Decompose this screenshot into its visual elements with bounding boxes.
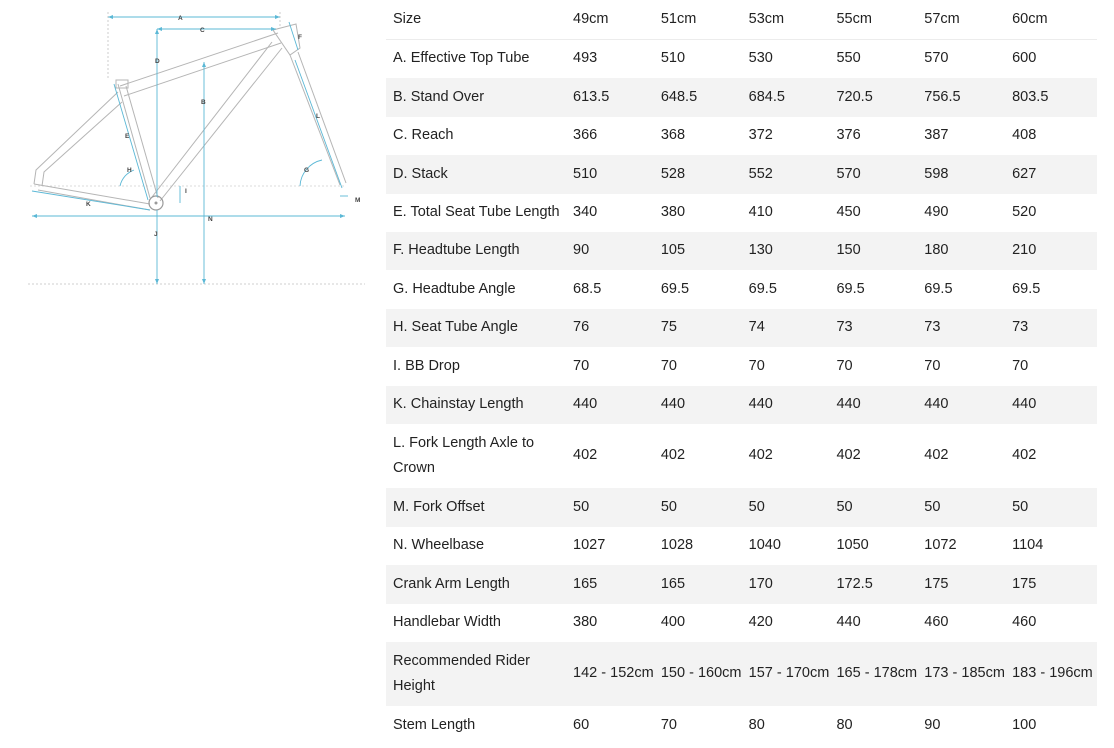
cell-value: 130 [746,232,834,270]
dim-label-f: F [298,34,302,41]
table-row [386,565,1097,603]
dim-label-j: J [154,231,158,238]
cell-value: 440 [1009,386,1097,424]
table-row [386,424,1097,489]
cell-value: 648.5 [658,78,746,116]
cell-value: 175 [1009,565,1097,603]
cell-value: 50 [658,488,746,526]
cell-value: 600 [1012,50,1037,67]
cell-value: 570 [833,155,921,193]
size-header-49: 49cm [570,0,658,40]
cell-value: 720.5 [833,78,921,116]
cell-value: 340 [573,204,598,220]
frame-diagram-svg [0,0,380,300]
cell-value: 100 [1012,716,1037,733]
cell-value: 90 [570,232,658,270]
table-row [386,194,1097,232]
cell-value: 70 [836,357,853,374]
table-row [386,270,1097,308]
size-header-60: 60cm [1009,0,1097,40]
row-label: F. Headtube Length [386,232,570,270]
cell-value: 165 [658,565,746,603]
cell-value: 69.5 [1012,280,1041,297]
cell-value: 175 [921,565,1009,603]
cell-value: 69.5 [836,280,865,297]
row-label: L. Fork Length Axle to Crown [393,434,535,477]
cell-value: 75 [658,309,746,347]
geometry-table [386,0,1097,745]
cell-value: 173 - 185cm [921,642,1009,707]
cell-value: 70 [924,357,941,374]
cell-value: 50 [570,488,658,526]
size-header-55: 55cm [833,0,921,40]
cell-value: 460 [1012,614,1037,631]
cell-value: 420 [748,614,773,631]
cell-value: 73 [833,309,921,347]
cell-value: 105 [658,232,746,270]
cell-value: 76 [570,309,658,347]
table-row [386,488,1097,526]
cell-value: 440 [836,614,861,631]
cell-value: 490 [924,204,949,220]
row-label: Recommended Rider Height [386,642,570,707]
dim-label-l: L [316,113,320,120]
cell-value: 402 [660,447,686,464]
cell-value: 70 [660,357,677,374]
cell-value: 1104 [1012,537,1044,554]
cell-value: 460 [924,614,949,631]
cell-value: 520 [1012,204,1037,220]
cell-value: 368 [660,127,686,144]
dim-label-e: E [125,133,130,140]
dim-label-b: B [201,99,206,106]
table-row [386,386,1097,424]
table-row [386,40,1097,79]
row-label: C. Reach [393,127,454,144]
table-row [386,78,1097,116]
cell-value: 1040 [748,537,781,554]
cell-value: 183 - 196cm [1009,642,1097,707]
cell-value: 210 [1009,232,1097,270]
row-label: B. Stand Over [386,78,570,116]
cell-value: 142 - 152cm [570,642,658,707]
row-label: Crank Arm Length [386,565,570,603]
cell-value: 440 [921,386,1009,424]
cell-value: 50 [1009,488,1097,526]
row-label: A. Effective Top Tube [393,50,530,67]
row-label: N. Wheelbase [393,537,485,554]
cell-value: 402 [573,447,598,464]
cell-value: 70 [660,716,677,733]
dim-label-c: C [200,27,205,34]
cell-value: 1027 [573,537,606,554]
cell-value: 60 [573,716,590,733]
row-label: K. Chainstay Length [386,386,570,424]
cell-value: 380 [660,204,686,220]
cell-value: 80 [748,716,765,733]
cell-value: 90 [924,716,941,733]
cell-value: 74 [746,309,834,347]
cell-value: 68.5 [573,280,602,297]
cell-value: 402 [924,447,949,464]
dim-label-i: I [185,188,187,195]
cell-value: 510 [660,50,686,67]
cell-value: 69.5 [924,280,953,297]
row-label: G. Headtube Angle [393,280,516,297]
size-header-row [386,0,1097,40]
cell-value: 380 [573,614,598,631]
geometry-table-body [386,40,1097,745]
cell-value: 172.5 [833,565,921,603]
cell-value: 440 [746,386,834,424]
size-header-57: 57cm [921,0,1009,40]
cell-value: 400 [660,614,686,631]
row-label: D. Stack [386,155,570,193]
cell-value: 756.5 [921,78,1009,116]
cell-value: 450 [836,204,861,220]
dim-label-n: N [208,216,213,223]
cell-value: 376 [836,127,861,144]
dim-label-a: A [178,15,183,22]
cell-value: 165 [570,565,658,603]
row-label: M. Fork Offset [386,488,570,526]
row-label: I. BB Drop [393,357,460,374]
cell-value: 408 [1012,127,1037,144]
cell-value: 70 [748,357,765,374]
cell-value: 165 - 178cm [833,642,921,707]
dim-label-d: D [155,58,160,65]
cell-value: 50 [833,488,921,526]
row-label: E. Total Seat Tube Length [393,204,560,220]
cell-value: 69.5 [660,280,690,297]
frame-outline [34,24,346,210]
cell-value: 440 [658,386,746,424]
cell-value: 627 [1009,155,1097,193]
cell-value: 598 [921,155,1009,193]
table-row [386,117,1097,155]
cell-value: 1028 [660,537,694,554]
cell-value: 366 [573,127,598,144]
cell-value: 570 [924,50,949,67]
cell-value: 402 [836,447,861,464]
cell-value: 440 [833,386,921,424]
cell-value: 530 [748,50,773,67]
dim-label-m: M [355,197,361,204]
cell-value: 387 [924,127,949,144]
size-header-label: Size [386,0,570,40]
cell-value: 493 [573,50,598,67]
cell-value: 440 [570,386,658,424]
cell-value: 170 [746,565,834,603]
table-row [386,347,1097,385]
cell-value: 1072 [924,537,957,554]
cell-value: 372 [748,127,773,144]
table-row [386,604,1097,642]
table-row [386,309,1097,347]
size-header-53: 53cm [746,0,834,40]
dim-label-k: K [86,201,91,208]
cell-value: 402 [1012,447,1037,464]
cell-value: 73 [921,309,1009,347]
cell-value: 528 [658,155,746,193]
table-row [386,155,1097,193]
cell-value: 80 [836,716,853,733]
bike-geometry-diagram [0,0,380,300]
cell-value: 157 - 170cm [746,642,834,707]
cell-value: 552 [746,155,834,193]
bottom-bracket-center [155,202,158,205]
dim-label-h: H [127,167,132,174]
row-label: Stem Length [393,716,476,733]
cell-value: 402 [748,447,773,464]
table-row [386,232,1097,270]
cell-value: 1050 [836,537,869,554]
cell-value: 150 [833,232,921,270]
cell-value: 510 [570,155,658,193]
cell-value: 410 [748,204,773,220]
cell-value: 150 - 160cm [658,642,746,707]
table-row [386,527,1097,565]
table-row [386,706,1097,744]
cell-value: 613.5 [570,78,658,116]
cell-value: 70 [1012,357,1029,374]
row-label: H. Seat Tube Angle [386,309,570,347]
table-row [386,642,1097,707]
cell-value: 50 [921,488,1009,526]
cell-value: 803.5 [1009,78,1097,116]
cell-value: 550 [836,50,861,67]
cell-value: 180 [921,232,1009,270]
dim-label-g: G [304,167,310,174]
cell-value: 684.5 [746,78,834,116]
size-header-51: 51cm [658,0,746,40]
row-label: Handlebar Width [393,614,501,631]
cell-value: 73 [1009,309,1097,347]
cell-value: 70 [573,357,590,374]
cell-value: 50 [746,488,834,526]
cell-value: 69.5 [748,280,777,297]
